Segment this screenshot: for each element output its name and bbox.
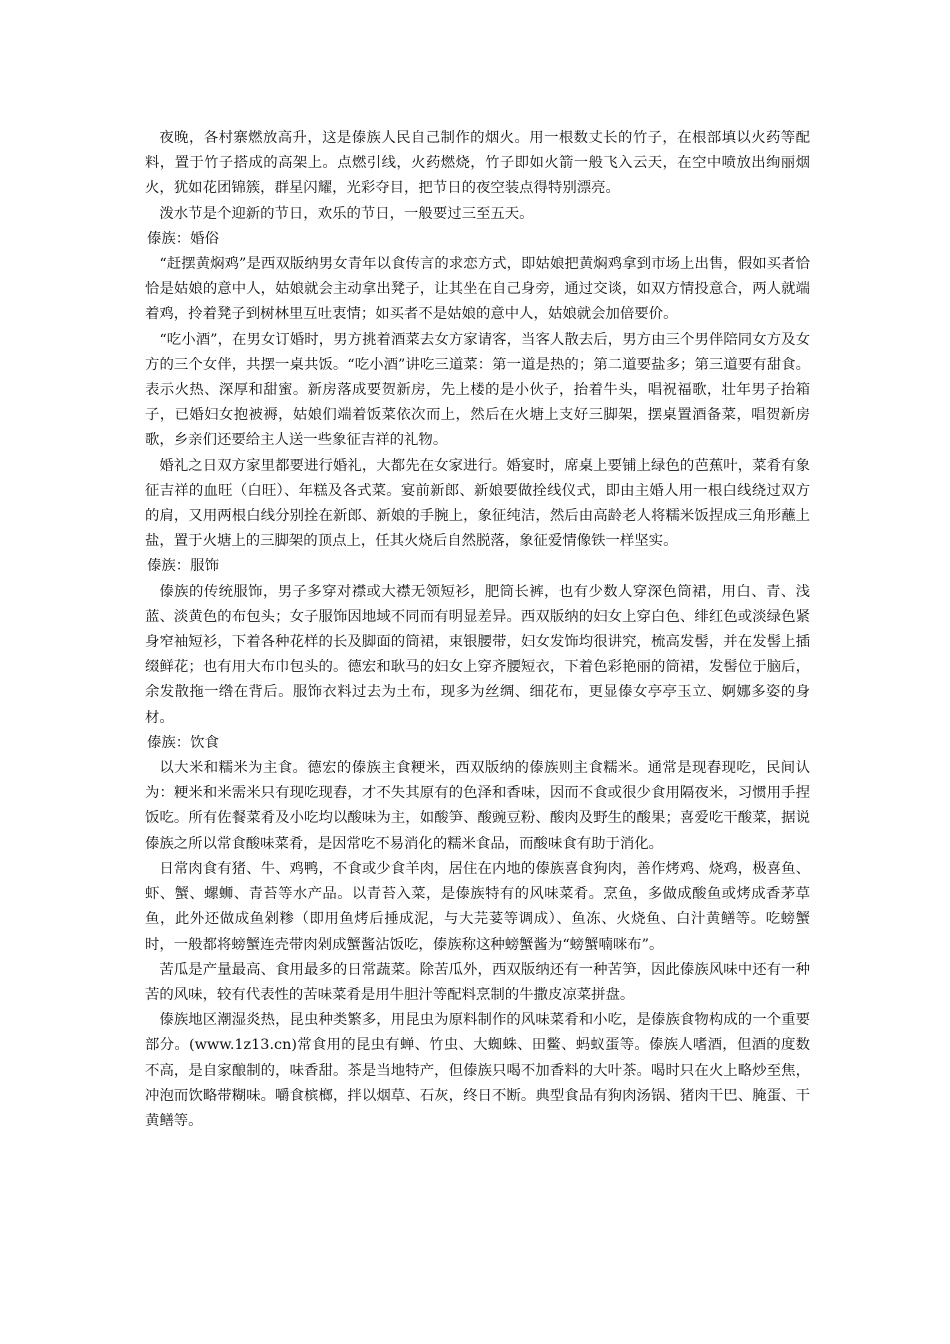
paragraph-courtship-chicken: “赶摆黄焖鸡”是西双版纳男女青年以食传言的求恋方式，即姑娘把黄焖鸡拿到市场上出售，假如买者恰恰是姑娘的意中人，姑娘就会主动拿出凳子，让其坐在自己身旁，通过交谈，如双方情投意合，两人就端着鸡，拎着凳子到树林里互吐衷情；如买者不是姑娘的意中人，姑娘就会加倍要价。: [145, 256, 810, 323]
paragraph-meat-dishes: 日常肉食有猪、牛、鸡鸭，不食或少食羊肉，居住在内地的傣族喜食狗肉，善作烤鸡、烧鸡，极喜鱼、虾、蟹、螺蛳、青苔等水产品。以青苔入菜，是傣族特有的风味菜肴。烹鱼，多做成酸鱼或烤成香茅草鱼，此外还做成鱼剁糁（即用鱼烤后捶成泥，与大芫荽等调成）、鱼冻、火烧鱼、白汁黄鳝等。吃螃蟹时，一般都将螃蟹连壳带肉剁成蟹酱沾饭吃，傣族称这种螃蟹酱为“螃蟹喃咪布”。: [145, 860, 810, 953]
paragraph-bitter-gourd: 苦瓜是产量最高、食用最多的日常蔬菜。除苦瓜外，西双版纳还有一种苦笋，因此傣族风味中还有一种苦的风味，较有代表性的苦味菜肴是用牛胆汁等配料烹制的牛撒皮凉菜拼盘。: [145, 961, 810, 1003]
section-heading-clothing: 傣族：服饰: [147, 558, 219, 575]
paragraph-water-festival: 泼水节是个迎新的节日，欢乐的节日，一般要过三至五天。: [159, 205, 534, 222]
document-body: [145, 126, 810, 1134]
paragraph-insects-drinks: 傣族地区潮湿炎热，昆虫种类繁多，用昆虫为原料制作的风味菜肴和小吃，是傣族食物构成的一个重要部分。(www.1z13.cn)常食用的昆虫有蝉、竹虫、大蜘蛛、田鳖、蚂蚁蛋等。傣族人嗜酒，但酒的度数不高，是自家酿制的，味香甜。茶是当地特产，但傣族只喝不加香料的大叶茶。喝时只在火上略炒至焦，冲泡而饮略带糊味。嚼食槟榔，拌以烟草、石灰，终日不断。典型食品有狗肉汤锅、猪肉干巴、腌蛋、干黄鳝等。: [145, 1012, 810, 1129]
paragraph-wedding-day: 婚礼之日双方家里都要进行婚礼，大都先在女家进行。婚宴时，席桌上要铺上绿色的芭蕉叶，菜肴有象征吉祥的血旺（白旺）、年糕及各式菜。宴前新郎、新娘要做拴线仪式，即由主婚人用一根白线绕过双方的肩，又用两根白线分别拴在新郎、新娘的手腕上，象征纯洁，然后由高龄老人将糯米饭捏成三角形蘸上盐，置于火塘上的三脚架的顶点上，任其火烧后自然脱落，象征爱情像铁一样坚实。: [145, 457, 810, 550]
section-heading-food: 傣族：饮食: [147, 734, 219, 751]
paragraph-traditional-clothing: 傣族的传统服饰，男子多穿对襟或大襟无领短衫，肥筒长裤，也有少数人穿深色筒裙，用白、青、浅蓝、淡黄色的布包头；女子服饰因地域不同而有明显差异。西双版纳的妇女上穿白色、绯红色或淡绿色紧身窄袖短衫，下着各种花样的长及脚面的筒裙，束银腰带，妇女发饰均很讲究，梳高发髻，并在发髻上插缀鲜花；也有用大布巾包头的。德宏和耿马的妇女上穿齐腰短衣，下着色彩艳丽的筒裙，发髻位于脑后，余发散拖一绺在背后。服饰衣料过去为土布，现多为丝绸、细花布，更显傣女亭亭玉立、婀娜多姿的身材。: [145, 583, 810, 726]
section-heading-marriage: 傣族：婚俗: [147, 230, 219, 247]
paragraph-staple-food: 以大米和糯米为主食。德宏的傣族主食粳米，西双版纳的傣族则主食糯米。通常是现舂现吃，民间认为：粳米和米需米只有现吃现舂，才不失其原有的色泽和香味，因而不食或很少食用隔夜米，习惯用手捏饭吃。所有佐餐菜肴及小吃均以酸味为主，如酸笋、酸豌豆粉、酸肉及野生的酸果；喜爱吃干酸菜，据说傣族之所以常食酸味菜肴，是因常吃不易消化的糯米食品，而酸味食有助于消化。: [145, 760, 810, 852]
paragraph-fireworks: 夜晚，各村寨燃放高升，这是傣族人民自己制作的烟火。用一根数丈长的竹子，在根部填以火药等配料，置于竹子搭成的高架上。点燃引线，火药燃烧，竹子即如火箭一般飞入云天，在空中喷放出绚丽烟火，犹如花团锦簇，群星闪耀，光彩夺目，把节日的夜空装点得特别漂亮。: [145, 130, 810, 197]
paragraph-engagement-wine: “吃小酒”，在男女订婚时，男方挑着酒菜去女方家请客，当客人散去后，男方由三个男伴陪同女方及女方的三个女伴，共摆一桌共饭。“吃小酒”讲吃三道菜：第一道是热的；第二道要盐多；第三道要有甜食。表示火热、深厚和甜蜜。新房落成要贺新房，先上楼的是小伙子，抬着牛头，唱祝福歌，壮年男子抬箱子，已婚妇女抱被褥，姑娘们端着饭菜依次而上，然后在火塘上支好三脚架，摆桌置酒备菜，唱贺新房歌，乡亲们还要给主人送一些象征吉祥的礼物。: [145, 331, 810, 449]
